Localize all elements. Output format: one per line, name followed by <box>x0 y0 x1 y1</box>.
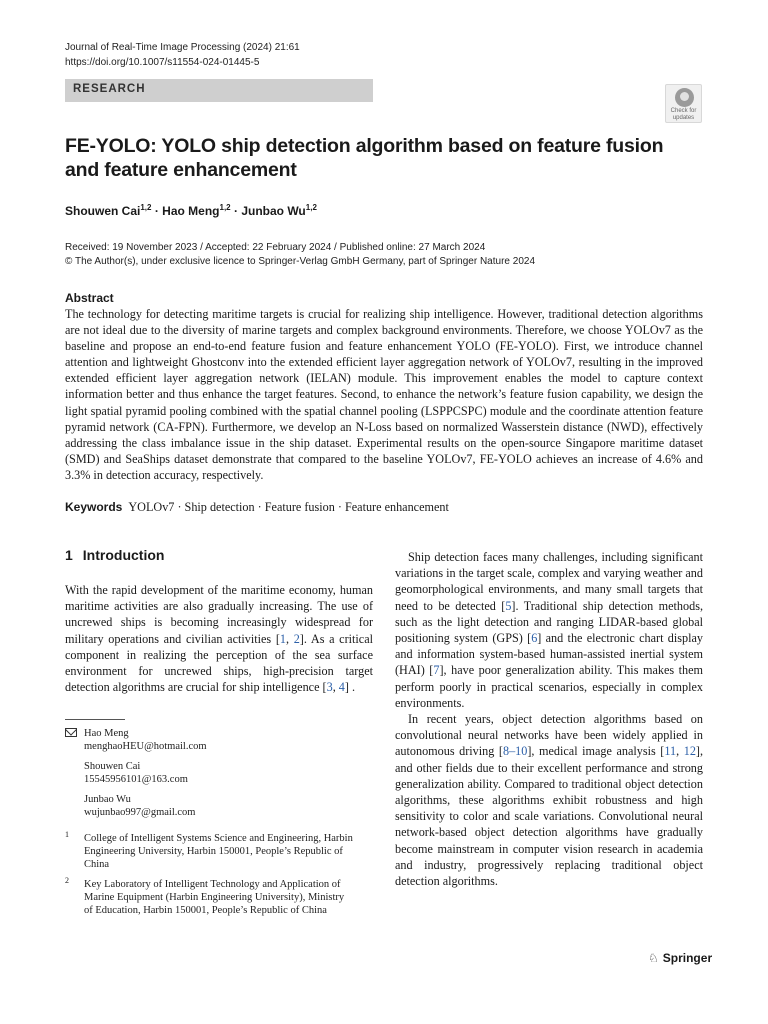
springer-horse-icon: ♘ <box>648 951 659 965</box>
section-number: 1 <box>65 547 73 563</box>
article-type-banner <box>65 79 373 102</box>
author-affiliation: 1,2 <box>140 203 152 212</box>
citation-link[interactable]: 4 <box>338 680 345 695</box>
author-list: Shouwen Cai$^{1,2}$ · Hao Meng$^{1,2}$ · Junbao Wu$^{1,2}$ <box>65 203 317 218</box>
history-dates: Received: 19 November 2023 / Accepted: 22 February 2024 / Published online: 27 March 2024 <box>65 242 486 253</box>
abstract-heading: Abstract <box>65 291 114 305</box>
check-for-updates-badge[interactable] <box>665 84 702 123</box>
citation-link[interactable]: 8–10 <box>502 744 528 759</box>
footnote-divider <box>65 719 125 720</box>
affiliation-text: Key Laboratory of Intelligent Technology and Application of Marine Equipment (Harbin Engineering University), Ministry of Education, Harbin 150001, People’s Republic of China <box>84 879 345 916</box>
copyright-line: © The Author(s), under exclusive licence to Springer-Verlag GmbH Germany, part of Springer Nature 2024 <box>65 256 535 267</box>
intro-paragraph-3: In recent years, object detection algorithms based on convolutional neural networks have been widely applied in autonomous driving [8–10], medical image analysis [11, 12], and other fields due to their excellent performance and strong generalization ability. Compared to traditional object detection algorithms, these algorithms exhibit robustness and high sensitivity to color and scale variations. Convolutional neural network-based object detection algorithms have gradually become mainstream in computer vision research in academia and industry, progressively replacing traditional object detection algorithms. <box>395 712 704 889</box>
publisher-logo <box>648 951 712 965</box>
section-title: Introduction <box>82 547 165 563</box>
author-affiliation: 1,2 <box>305 203 317 212</box>
journal-header <box>65 40 300 70</box>
citation-link[interactable]: 5 <box>505 598 512 613</box>
author-name[interactable]: Shouwen Cai <box>65 204 141 218</box>
intro-right-column <box>395 549 703 889</box>
contact-email[interactable]: 15545956101@163.com <box>84 774 188 785</box>
keywords <box>65 500 449 515</box>
check-for-updates-icon <box>675 88 694 107</box>
paper-title: FE-YOLO: YOLO ship detection algorithm based on feature fusion and feature enhancement <box>65 135 664 181</box>
publication-history <box>65 241 535 269</box>
affiliation-text: College of Intelligent Systems Science and Engineering, Harbin Engineering University, Harbin 150001, People’s Republic of China <box>84 833 353 870</box>
affiliation-number: 2 <box>65 876 69 885</box>
contact-email[interactable]: menghaoHEU@hotmail.com <box>84 741 207 752</box>
citation-link[interactable]: 3 <box>326 680 333 695</box>
abstract-text: The technology for detecting maritime targets is crucial for realizing ship intelligence. However, traditional detection algorithms are not ideal due to the diversity of marine targets and complex background environments. Therefore, we choose YOLOv7 as the baseline and propose an end-to-end feature fusion and feature enhancement YOLO (FE-YOLO). First, we introduce channel attention and lightweight Ghostconv into the extended efficient layer aggregation network of YOLOv7, resulting in the improved extended efficient layer aggregation network (IELAN) module. This improvement enables the model to capture context information better and thus enhance the target features. Second, to enhance the network’s feature fusion capability, we design the light spatial pyramid pooling combined with the spatial channel pooling (LSPPCSPC) module and the coordinate attention feature pyramid network (CA-FPN). Furthermore, we develop an N-Loss based on normalized Wasserstein distance (NWD), effectively addressing the class imbalance issue in the ship dataset. Experimental results on the open-source Singapore maritime dataset (SMD) and SeaShips dataset demonstrate that compared to the baseline YOLOv7, FE-YOLO achieves an increase of 4.6% and 3.3% in detection accuracy, respectively. <box>65 307 703 482</box>
contact-name: Hao Meng <box>84 728 129 739</box>
citation-link[interactable]: 11 <box>664 744 677 759</box>
doi-link[interactable]: https://doi.org/10.1007/s11554-024-01445-5 <box>65 57 260 68</box>
contact-name: Junbao Wu <box>84 794 131 805</box>
envelope-icon <box>65 728 77 737</box>
check-for-updates-label: Check for updates <box>670 108 697 121</box>
contact-email[interactable]: wujunbao997@gmail.com <box>84 807 196 818</box>
journal-citation: Journal of Real-Time Image Processing (2024) 21:61 <box>65 42 300 53</box>
intro-paragraph-2: Ship detection faces many challenges, including significant variations in the target scale, complex and varying weather and geomorphological environments, and many small targets that need to be detected [5]. Traditional ship detection methods, such as the light detection and ranging LIDAR-based global positioning system (GPS) [6] and the electronic chart display and information system-based human-assisted inertial system (HAI) [7], have poor generalization ability. This makes them perform poorly in practical scenarios, especially in complex environments. <box>395 550 703 710</box>
author-name[interactable]: Hao Meng <box>162 204 220 218</box>
citation-link[interactable]: 12 <box>683 744 696 759</box>
publisher-name: Springer <box>662 951 713 965</box>
corresponding-author <box>84 727 207 753</box>
citation-link[interactable]: 6 <box>531 631 538 646</box>
affiliation-number: 1 <box>65 830 69 839</box>
citation-link[interactable]: 1 <box>279 631 286 646</box>
article-type-label: RESEARCH <box>73 83 146 95</box>
keywords-list: YOLOv7 · Ship detection · Feature fusion · Feature enhancement <box>128 500 449 514</box>
intro-paragraph-1: With the rapid development of the maritime economy, human maritime activities are also gradually increasing. The use of uncrewed ships is becoming increasingly widespread for military operations and civilian activities [1, 2]. As a critical component in realizing the perception of the sea surface environment for uncrewed ships, high-precision target detection algorithms are crucial for ship intelligence [3, 4] . <box>65 583 374 695</box>
author-affiliation: 1,2 <box>219 203 231 212</box>
citation-link[interactable]: 2 <box>293 631 300 646</box>
contact-name: Shouwen Cai <box>84 761 141 772</box>
section-heading <box>65 547 164 563</box>
author-contact <box>84 760 188 786</box>
author-name[interactable]: Junbao Wu <box>241 204 306 218</box>
citation-link[interactable]: 7 <box>433 663 440 678</box>
keywords-label: Keywords <box>65 500 123 514</box>
author-contact <box>84 793 195 819</box>
